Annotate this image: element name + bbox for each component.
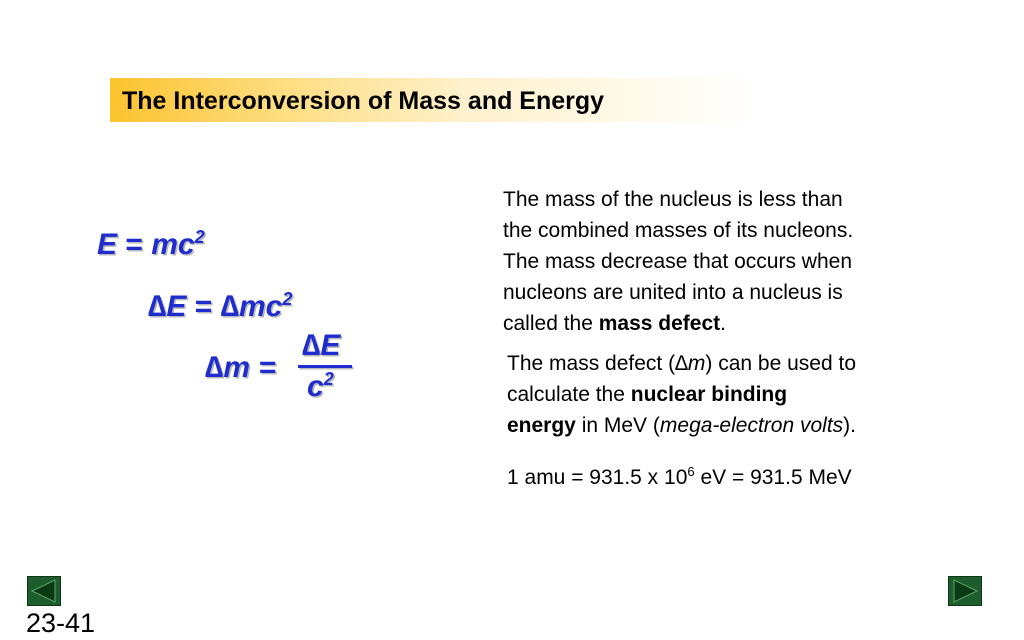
mev-expansion: mega-electron volts [659,414,844,437]
title-bar [110,78,755,122]
eq2-lhs: E [166,290,187,323]
para1-line: nucleons are united into a nucleus is [503,281,843,304]
triangle-right-icon [949,577,981,605]
para1-suffix: . [720,312,726,335]
energy-term: energy [507,414,576,437]
para1-line: The mass decrease that occurs when [503,250,853,273]
fraction-denominator [307,370,334,404]
para2-line3-suffix: ). [843,414,856,437]
eq2-exponent: 2 [282,289,293,309]
para2-line1 [507,348,856,379]
conversion-prefix: 1 amu = 931.5 x 10 [507,466,688,489]
para2-line3-mid: in MeV ( [575,414,660,437]
eq1-exponent: 2 [194,227,205,247]
para1-line: The mass of the nucleus is less than [503,188,843,211]
fraction-numerator: ∆E [302,329,341,362]
equation-delta-m-lhs: ∆m = [205,351,276,384]
fraction-bar [298,365,352,368]
equation-delta-e [148,290,292,324]
para2-prefix: The mass defect ( [507,352,676,375]
eq2-equals: = [194,290,213,323]
denominator-exponent: 2 [323,369,334,389]
previous-slide-button[interactable] [27,576,61,606]
amu-conversion [507,462,852,493]
denominator-base: c [307,370,324,403]
paragraph-binding-energy [507,348,856,441]
mass-defect-term: mass defect [598,312,721,335]
nuclear-binding-term: nuclear binding [630,383,788,406]
eq1-equals: = [125,228,143,261]
para2-line1-suffix: ) can be used to [705,352,857,375]
eq1-rhs: mc [151,228,195,261]
para2-line3 [507,410,856,441]
eq2-delta: ∆ [148,290,167,323]
slide-number: 23-41 [26,608,96,638]
delta-m-symbol: ∆m [675,352,706,375]
conversion-suffix: eV = 931.5 MeV [694,466,852,489]
para1-last-line [503,308,853,339]
para2-line2 [507,379,856,410]
equation-e-mc2 [97,228,205,262]
para1-line: the combined masses of its nucleons. [503,219,854,242]
triangle-left-icon [28,577,60,605]
conversion-exponent: 6 [687,464,695,479]
slide-title: The Interconversion of Mass and Energy [122,87,605,115]
para2-line2-prefix: calculate the [507,383,631,406]
next-slide-button[interactable] [948,576,982,606]
para1-prefix: called the [503,312,599,335]
eq1-lhs: E [97,228,118,261]
eq2-rhs: ∆mc [220,290,283,323]
paragraph-mass-defect [503,184,853,339]
